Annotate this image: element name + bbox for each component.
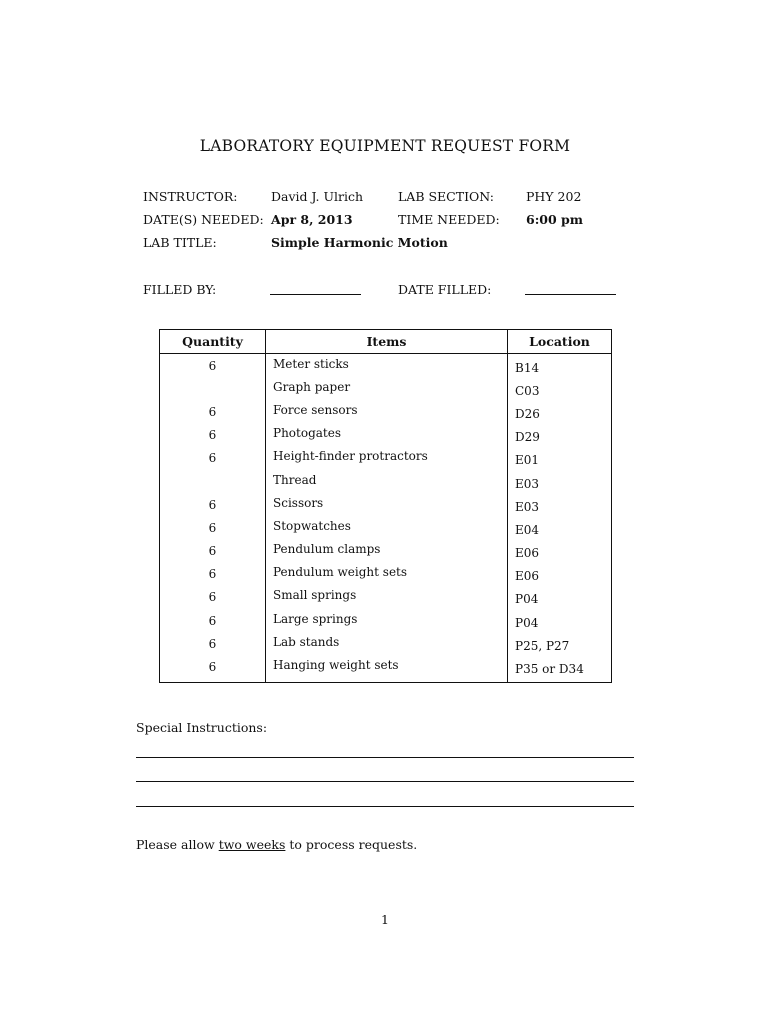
location-label: E03 xyxy=(515,476,540,491)
location-cell xyxy=(508,470,612,493)
item-label: Pendulum weight sets xyxy=(273,565,408,580)
header-quantity: Quantity xyxy=(160,330,266,354)
date-filled-blank xyxy=(525,294,616,295)
item-label: Stopwatches xyxy=(273,518,351,533)
item-cell xyxy=(266,424,508,447)
item-cell xyxy=(266,632,508,655)
item-cell xyxy=(266,586,508,609)
location-label: E03 xyxy=(515,499,540,514)
table-row xyxy=(160,400,612,423)
location-cell xyxy=(508,400,612,423)
table-row xyxy=(160,447,612,470)
instructor-label: INSTRUCTOR: xyxy=(143,189,238,204)
filled-by-label: FILLED BY: xyxy=(143,282,217,297)
quantity-cell: 6 xyxy=(160,586,266,609)
item-label: Small springs xyxy=(273,588,357,603)
location-cell xyxy=(508,563,612,586)
item-cell xyxy=(266,470,508,493)
item-label: Thread xyxy=(273,472,317,487)
lab-section-label: LAB SECTION: xyxy=(398,189,494,204)
table-row xyxy=(160,563,612,586)
item-cell xyxy=(266,655,508,682)
location-label: P35 or D34 xyxy=(515,662,584,677)
location-cell xyxy=(508,632,612,655)
item-cell xyxy=(266,354,508,378)
note-suffix: to process requests. xyxy=(289,837,418,852)
table-row xyxy=(160,540,612,563)
location-cell xyxy=(508,447,612,470)
item-label: Height-finder protractors xyxy=(273,449,428,464)
note-prefix: Please allow xyxy=(136,837,215,852)
item-label: Graph paper xyxy=(273,379,351,394)
location-cell xyxy=(508,655,612,682)
location-label: B14 xyxy=(515,360,540,375)
quantity-cell: 6 xyxy=(160,632,266,655)
dates-needed-value: Apr 8, 2013 xyxy=(271,212,353,227)
special-instructions-label: Special Instructions: xyxy=(136,720,268,735)
location-label: P04 xyxy=(515,592,539,607)
quantity-cell: 6 xyxy=(160,563,266,586)
location-cell xyxy=(508,354,612,378)
item-label: Pendulum clamps xyxy=(273,542,381,557)
item-label: Force sensors xyxy=(273,402,358,417)
time-needed-label: TIME NEEDED: xyxy=(398,212,500,227)
item-cell xyxy=(266,400,508,423)
item-label: Large springs xyxy=(273,611,358,626)
location-label: E06 xyxy=(515,569,540,584)
table-row xyxy=(160,632,612,655)
table-row xyxy=(160,655,612,682)
form-title: LABORATORY EQUIPMENT REQUEST FORM xyxy=(199,137,571,155)
filled-by-blank xyxy=(270,294,361,295)
location-label: E06 xyxy=(515,546,540,561)
instructor-value: David J. Ulrich xyxy=(271,189,364,204)
lab-title-label: LAB TITLE: xyxy=(143,235,217,250)
instructions-line-1 xyxy=(136,757,634,758)
location-label: C03 xyxy=(515,383,540,398)
quantity-cell xyxy=(160,377,266,400)
lab-title-value: Simple Harmonic Motion xyxy=(271,235,448,250)
item-label: Photogates xyxy=(273,426,341,441)
instructions-line-2 xyxy=(136,781,634,782)
quantity-cell xyxy=(160,470,266,493)
quantity-cell: 6 xyxy=(160,400,266,423)
instructions-line-3 xyxy=(136,806,634,807)
quantity-cell: 6 xyxy=(160,540,266,563)
table-row xyxy=(160,609,612,632)
table-row xyxy=(160,424,612,447)
location-cell xyxy=(508,540,612,563)
item-cell xyxy=(266,540,508,563)
location-cell xyxy=(508,493,612,516)
quantity-cell: 6 xyxy=(160,609,266,632)
quantity-cell: 6 xyxy=(160,493,266,516)
lab-section-value: PHY 202 xyxy=(526,189,582,204)
item-cell xyxy=(266,493,508,516)
quantity-cell: 6 xyxy=(160,516,266,539)
location-cell xyxy=(508,377,612,400)
item-label: Hanging weight sets xyxy=(273,658,399,673)
table-row xyxy=(160,470,612,493)
item-cell xyxy=(266,516,508,539)
table-row xyxy=(160,516,612,539)
location-cell xyxy=(508,609,612,632)
table-row xyxy=(160,493,612,516)
item-cell xyxy=(266,609,508,632)
table-row xyxy=(160,586,612,609)
time-needed-value: 6:00 pm xyxy=(526,212,584,227)
header-items: Items xyxy=(266,330,508,354)
location-label: E01 xyxy=(515,453,540,468)
item-label: Lab stands xyxy=(273,634,340,649)
item-label: Meter sticks xyxy=(273,356,349,371)
item-cell xyxy=(266,563,508,586)
date-filled-label: DATE FILLED: xyxy=(398,282,492,297)
header-location: Location xyxy=(508,330,612,354)
location-cell xyxy=(508,516,612,539)
processing-note xyxy=(136,837,417,852)
location-label: P25, P27 xyxy=(515,638,570,653)
table-row xyxy=(160,377,612,400)
item-cell xyxy=(266,377,508,400)
page-number: 1 xyxy=(381,912,389,927)
location-label: D26 xyxy=(515,406,540,421)
quantity-cell: 6 xyxy=(160,354,266,378)
item-cell xyxy=(266,447,508,470)
location-label: D29 xyxy=(515,430,540,445)
table-row xyxy=(160,354,612,378)
equipment-table xyxy=(159,329,612,683)
table-header-row xyxy=(160,330,612,354)
dates-needed-label: DATE(S) NEEDED: xyxy=(143,212,264,227)
location-label: E04 xyxy=(515,522,540,537)
location-label: P04 xyxy=(515,615,539,630)
quantity-cell: 6 xyxy=(160,424,266,447)
location-cell xyxy=(508,586,612,609)
quantity-cell: 6 xyxy=(160,655,266,682)
quantity-cell: 6 xyxy=(160,447,266,470)
item-label: Scissors xyxy=(273,495,324,510)
note-emphasis: two weeks xyxy=(218,837,286,852)
location-cell xyxy=(508,424,612,447)
